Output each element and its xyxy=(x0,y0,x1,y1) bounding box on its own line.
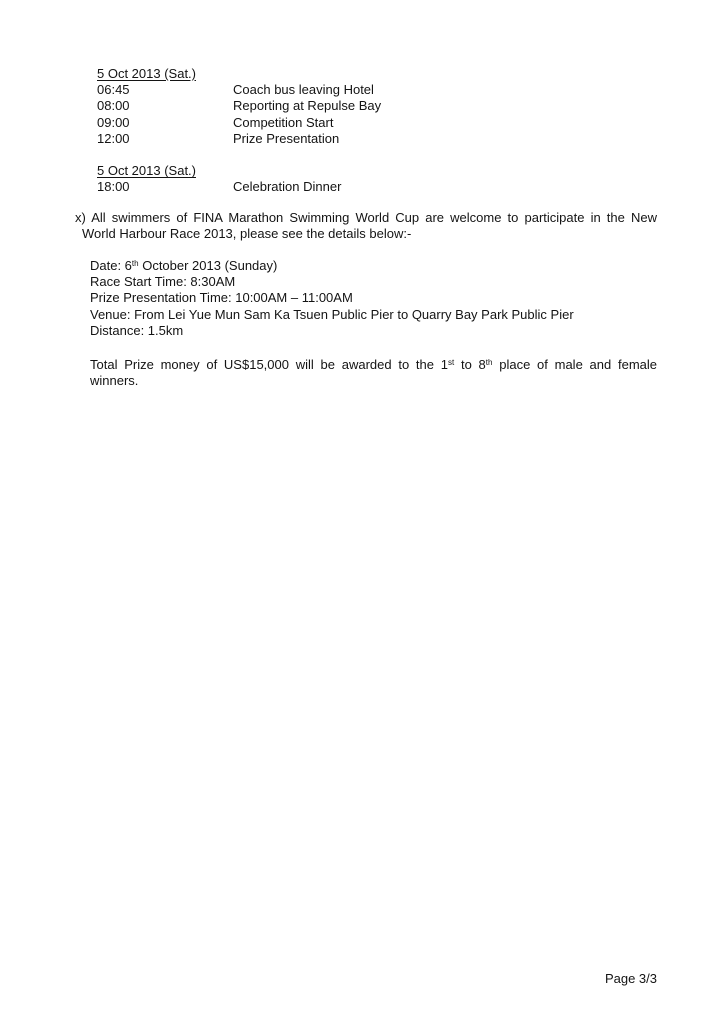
prize-presentation-time-line: Prize Presentation Time: 10:00AM – 11:00AM xyxy=(90,290,353,306)
ordinal-superscript: st xyxy=(447,358,455,368)
schedule-row xyxy=(97,179,724,195)
ordinal-superscript: th xyxy=(131,259,139,269)
page-number: Page 3/3 xyxy=(604,971,657,986)
schedule-event: Prize Presentation xyxy=(233,130,340,146)
prize-note-line2: winners. xyxy=(90,373,139,389)
ordinal-superscript: th xyxy=(485,358,493,368)
venue-line: Venue: From Lei Yue Mun Sam Ka Tsuen Public Pier to Quarry Bay Park Public Pier xyxy=(90,306,574,322)
schedule-time: 06:45 xyxy=(97,82,130,98)
race-date-line xyxy=(90,258,724,274)
schedule-row xyxy=(97,131,724,147)
race-date-text: October 2013 (Sunday) xyxy=(138,258,278,274)
schedule-time: 12:00 xyxy=(97,130,130,146)
list-item-x xyxy=(75,210,657,242)
document-content xyxy=(0,66,724,389)
schedule-event: Coach bus leaving Hotel xyxy=(233,82,374,98)
prize-note-line1 xyxy=(90,357,657,373)
list-item-x-marker: x) xyxy=(75,209,86,225)
schedule-event: Celebration Dinner xyxy=(233,179,342,195)
race-start-time-line: Race Start Time: 8:30AM xyxy=(90,274,236,290)
schedule-block-morning xyxy=(97,66,724,147)
schedule-date-heading: 5 Oct 2013 (Sat.) xyxy=(97,66,196,81)
schedule-block-evening xyxy=(97,163,724,195)
schedule-time: 08:00 xyxy=(97,98,130,114)
list-item-x-text: All swimmers of FINA Marathon Swimming World Cup are welcome to participate in the New xyxy=(91,209,657,225)
schedule-row xyxy=(97,115,724,131)
prize-note-text: place of male and female xyxy=(492,357,658,373)
race-date-text: Date: 6 xyxy=(90,258,132,274)
schedule-time: 09:00 xyxy=(97,114,130,130)
list-item-x-line1 xyxy=(75,210,657,226)
schedule-event: Reporting at Repulse Bay xyxy=(233,98,382,114)
prize-note-text: Total Prize money of US$15,000 will be awarded to the 1 xyxy=(90,357,448,373)
schedule-row xyxy=(97,82,724,98)
list-item-x-line2: World Harbour Race 2013, please see the details below:- xyxy=(82,225,412,241)
prize-note xyxy=(90,357,657,389)
prize-note-text: to 8 xyxy=(454,357,486,373)
schedule-date-heading: 5 Oct 2013 (Sat.) xyxy=(97,163,196,179)
schedule-time: 18:00 xyxy=(97,179,130,195)
schedule-row xyxy=(97,98,724,114)
race-details xyxy=(90,258,724,339)
distance-line: Distance: 1.5km xyxy=(90,322,184,338)
schedule-event: Competition Start xyxy=(233,114,334,130)
